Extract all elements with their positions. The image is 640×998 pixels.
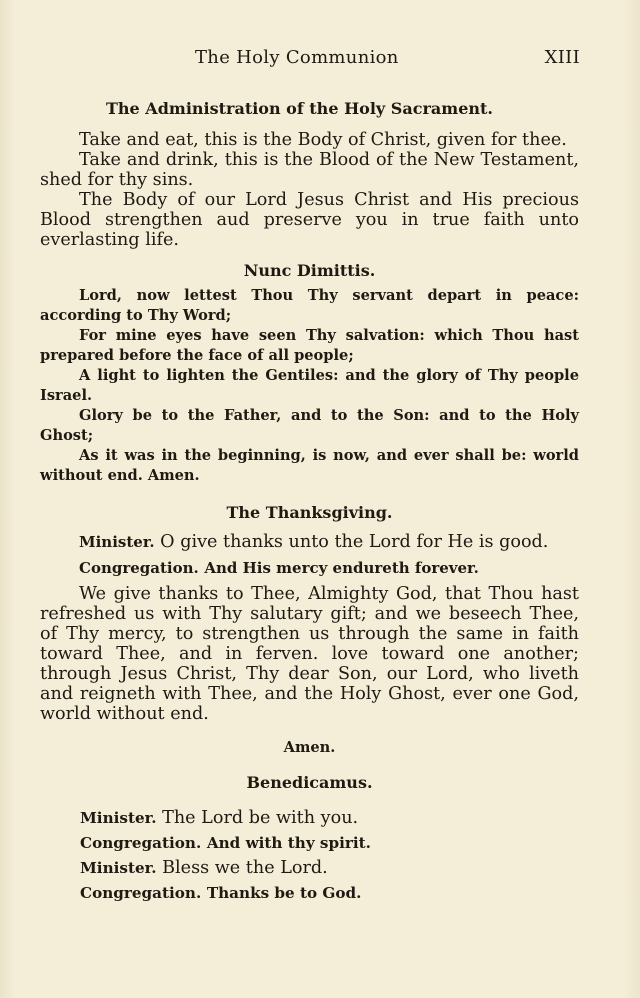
- administration-paragraph: Take and eat, this is the Body of Christ, given for thee.: [79, 130, 567, 150]
- speaker-label: Minister.: [80, 859, 157, 877]
- congregation-label: Congregation.: [79, 559, 199, 577]
- speaker-label: Congregation.: [80, 884, 202, 902]
- thanksgiving-prayer: We give thanks to Thee, Almighty God, that Thou hast refreshed us with Thy salutary gift; and we beseech Thee, of Thy mercy, to strengthen us through the same in faith toward Thee, and in ferven. love toward one another; through Jesus Christ, Thy dear Son, our Lord, who liveth and reigneth with Thee, and the Holy Ghost, ever one God, world without end.: [40, 584, 579, 724]
- minister-text: O give thanks unto the Lord for He is good.: [160, 532, 549, 552]
- line-text: Thanks be to God.: [206, 884, 362, 902]
- benedicamus-line: [40, 856, 579, 881]
- benedicamus-heading: Benedicamus.: [246, 773, 373, 792]
- canticle-verse: Lord, now lettest Thou Thy servant depart in peace: according to Thy Word;: [40, 287, 579, 324]
- line-text: The Lord be with you.: [162, 808, 359, 828]
- benedicamus-line: [40, 881, 579, 906]
- benedicamus-line: [40, 831, 579, 856]
- running-header: [40, 47, 580, 71]
- page-number: XIII: [544, 47, 580, 68]
- speaker-label: Congregation.: [80, 834, 202, 852]
- thanksgiving-heading: The Thanksgiving.: [226, 503, 393, 522]
- canticle-verse: A light to lighten the Gentiles: and the glory of Thy people Israel.: [40, 367, 579, 404]
- benedicamus-line: [40, 806, 579, 831]
- speaker-label: Minister.: [80, 809, 157, 827]
- nunc-dimittis-heading: Nunc Dimittis.: [243, 261, 376, 280]
- congregation-response: [40, 558, 579, 578]
- running-title: The Holy Communion: [195, 47, 399, 68]
- page-body: [40, 96, 579, 906]
- canticle-verse: For mine eyes have seen Thy salvation: which Thou hast prepared before the face of all people;: [40, 327, 579, 364]
- canticle-verse: As it was in the beginning, is now, and ever shall be: world without end. Amen.: [40, 447, 579, 484]
- administration-paragraph: The Body of our Lord Jesus Christ and His precious Blood strengthen aud preserve you in true faith unto everlasting life.: [40, 190, 579, 250]
- congregation-text: And His mercy endureth forever.: [204, 559, 479, 577]
- administration-heading: The Administration of the Holy Sacrament.: [106, 99, 493, 118]
- line-text: And with thy spirit.: [206, 834, 371, 852]
- amen: Amen.: [283, 739, 336, 756]
- canticle-verse: Glory be to the Father, and to the Son: and to the Holy Ghost;: [40, 407, 579, 444]
- minister-versicle: [40, 532, 579, 552]
- administration-paragraph: Take and drink, this is the Blood of the New Testament, shed for thy sins.: [40, 150, 579, 190]
- minister-label: Minister.: [79, 533, 155, 551]
- line-text: Bless we the Lord.: [162, 858, 328, 878]
